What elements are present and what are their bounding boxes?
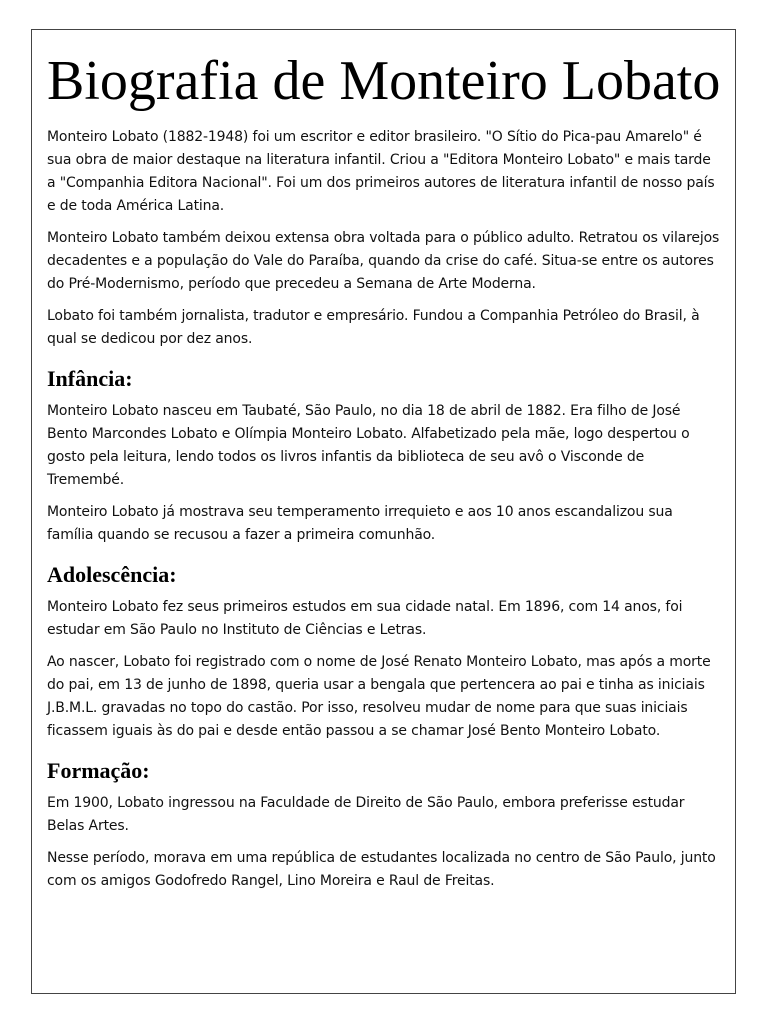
document-content	[47, 48, 722, 902]
intro-paragraph: Monteiro Lobato também deixou extensa obra voltada para o público adulto. Retratou os vilarejos decadentes e a população do Vale do Paraíba, quando da crise do café. Situa-se entre os autores do Pré-Modernismo, período que precedeu a Semana de Arte Moderna.	[47, 230, 720, 292]
section-paragraph: Monteiro Lobato nasceu em Taubaté, São Paulo, no dia 18 de abril de 1882. Era filho de José Bento Marcondes Lobato e Olímpia Monteiro Lobato. Alfabetizado pela mãe, logo despertou o gosto pela leitura, lendo todos os livros infantis da biblioteca de seu avô o Visconde de Tremembé.	[47, 403, 690, 488]
page-title: Biografia de Monteiro Lobato	[47, 50, 721, 112]
section-paragraph: Nesse período, morava em uma república de estudantes localizada no centro de São Paulo, junto com os amigos Godofredo Rangel, Lino Moreira e Raul de Freitas.	[47, 850, 716, 889]
section-paragraph: Em 1900, Lobato ingressou na Faculdade de Direito de São Paulo, embora preferisse estudar Belas Artes.	[47, 795, 685, 834]
section-heading-adolescencia: Adolescência:	[47, 562, 177, 587]
section-heading-infancia: Infância:	[47, 366, 133, 391]
section-paragraph: Monteiro Lobato fez seus primeiros estudos em sua cidade natal. Em 1896, com 14 anos, foi estudar em São Paulo no Instituto de Ciências e Letras.	[47, 599, 683, 638]
document-page	[31, 29, 736, 994]
intro-paragraph: Monteiro Lobato (1882-1948) foi um escritor e editor brasileiro. "O Sítio do Pica-pau Amarelo" é sua obra de maior destaque na literatura infantil. Criou a "Editora Monteiro Lobato" e mais tarde a "Companhia Editora Nacional". Foi um dos primeiros autores de literatura infantil de nosso país e de toda América Latina.	[47, 129, 715, 214]
section-heading-formacao: Formação:	[47, 758, 150, 783]
section-paragraph: Monteiro Lobato já mostrava seu temperamento irrequieto e aos 10 anos escandalizou sua família quando se recusou a fazer a primeira comunhão.	[47, 504, 673, 543]
intro-paragraph: Lobato foi também jornalista, tradutor e empresário. Fundou a Companhia Petróleo do Brasil, à qual se dedicou por dez anos.	[47, 308, 700, 347]
section-paragraph: Ao nascer, Lobato foi registrado com o nome de José Renato Monteiro Lobato, mas após a morte do pai, em 13 de junho de 1898, queria usar a bengala que pertencera ao pai e tinha as iniciais J.B.M.L. gravadas no topo do castão. Por isso, resolveu mudar de nome para que suas iniciais ficassem iguais às do pai e desde então passou a se chamar José Bento Monteiro Lobato.	[47, 654, 711, 739]
